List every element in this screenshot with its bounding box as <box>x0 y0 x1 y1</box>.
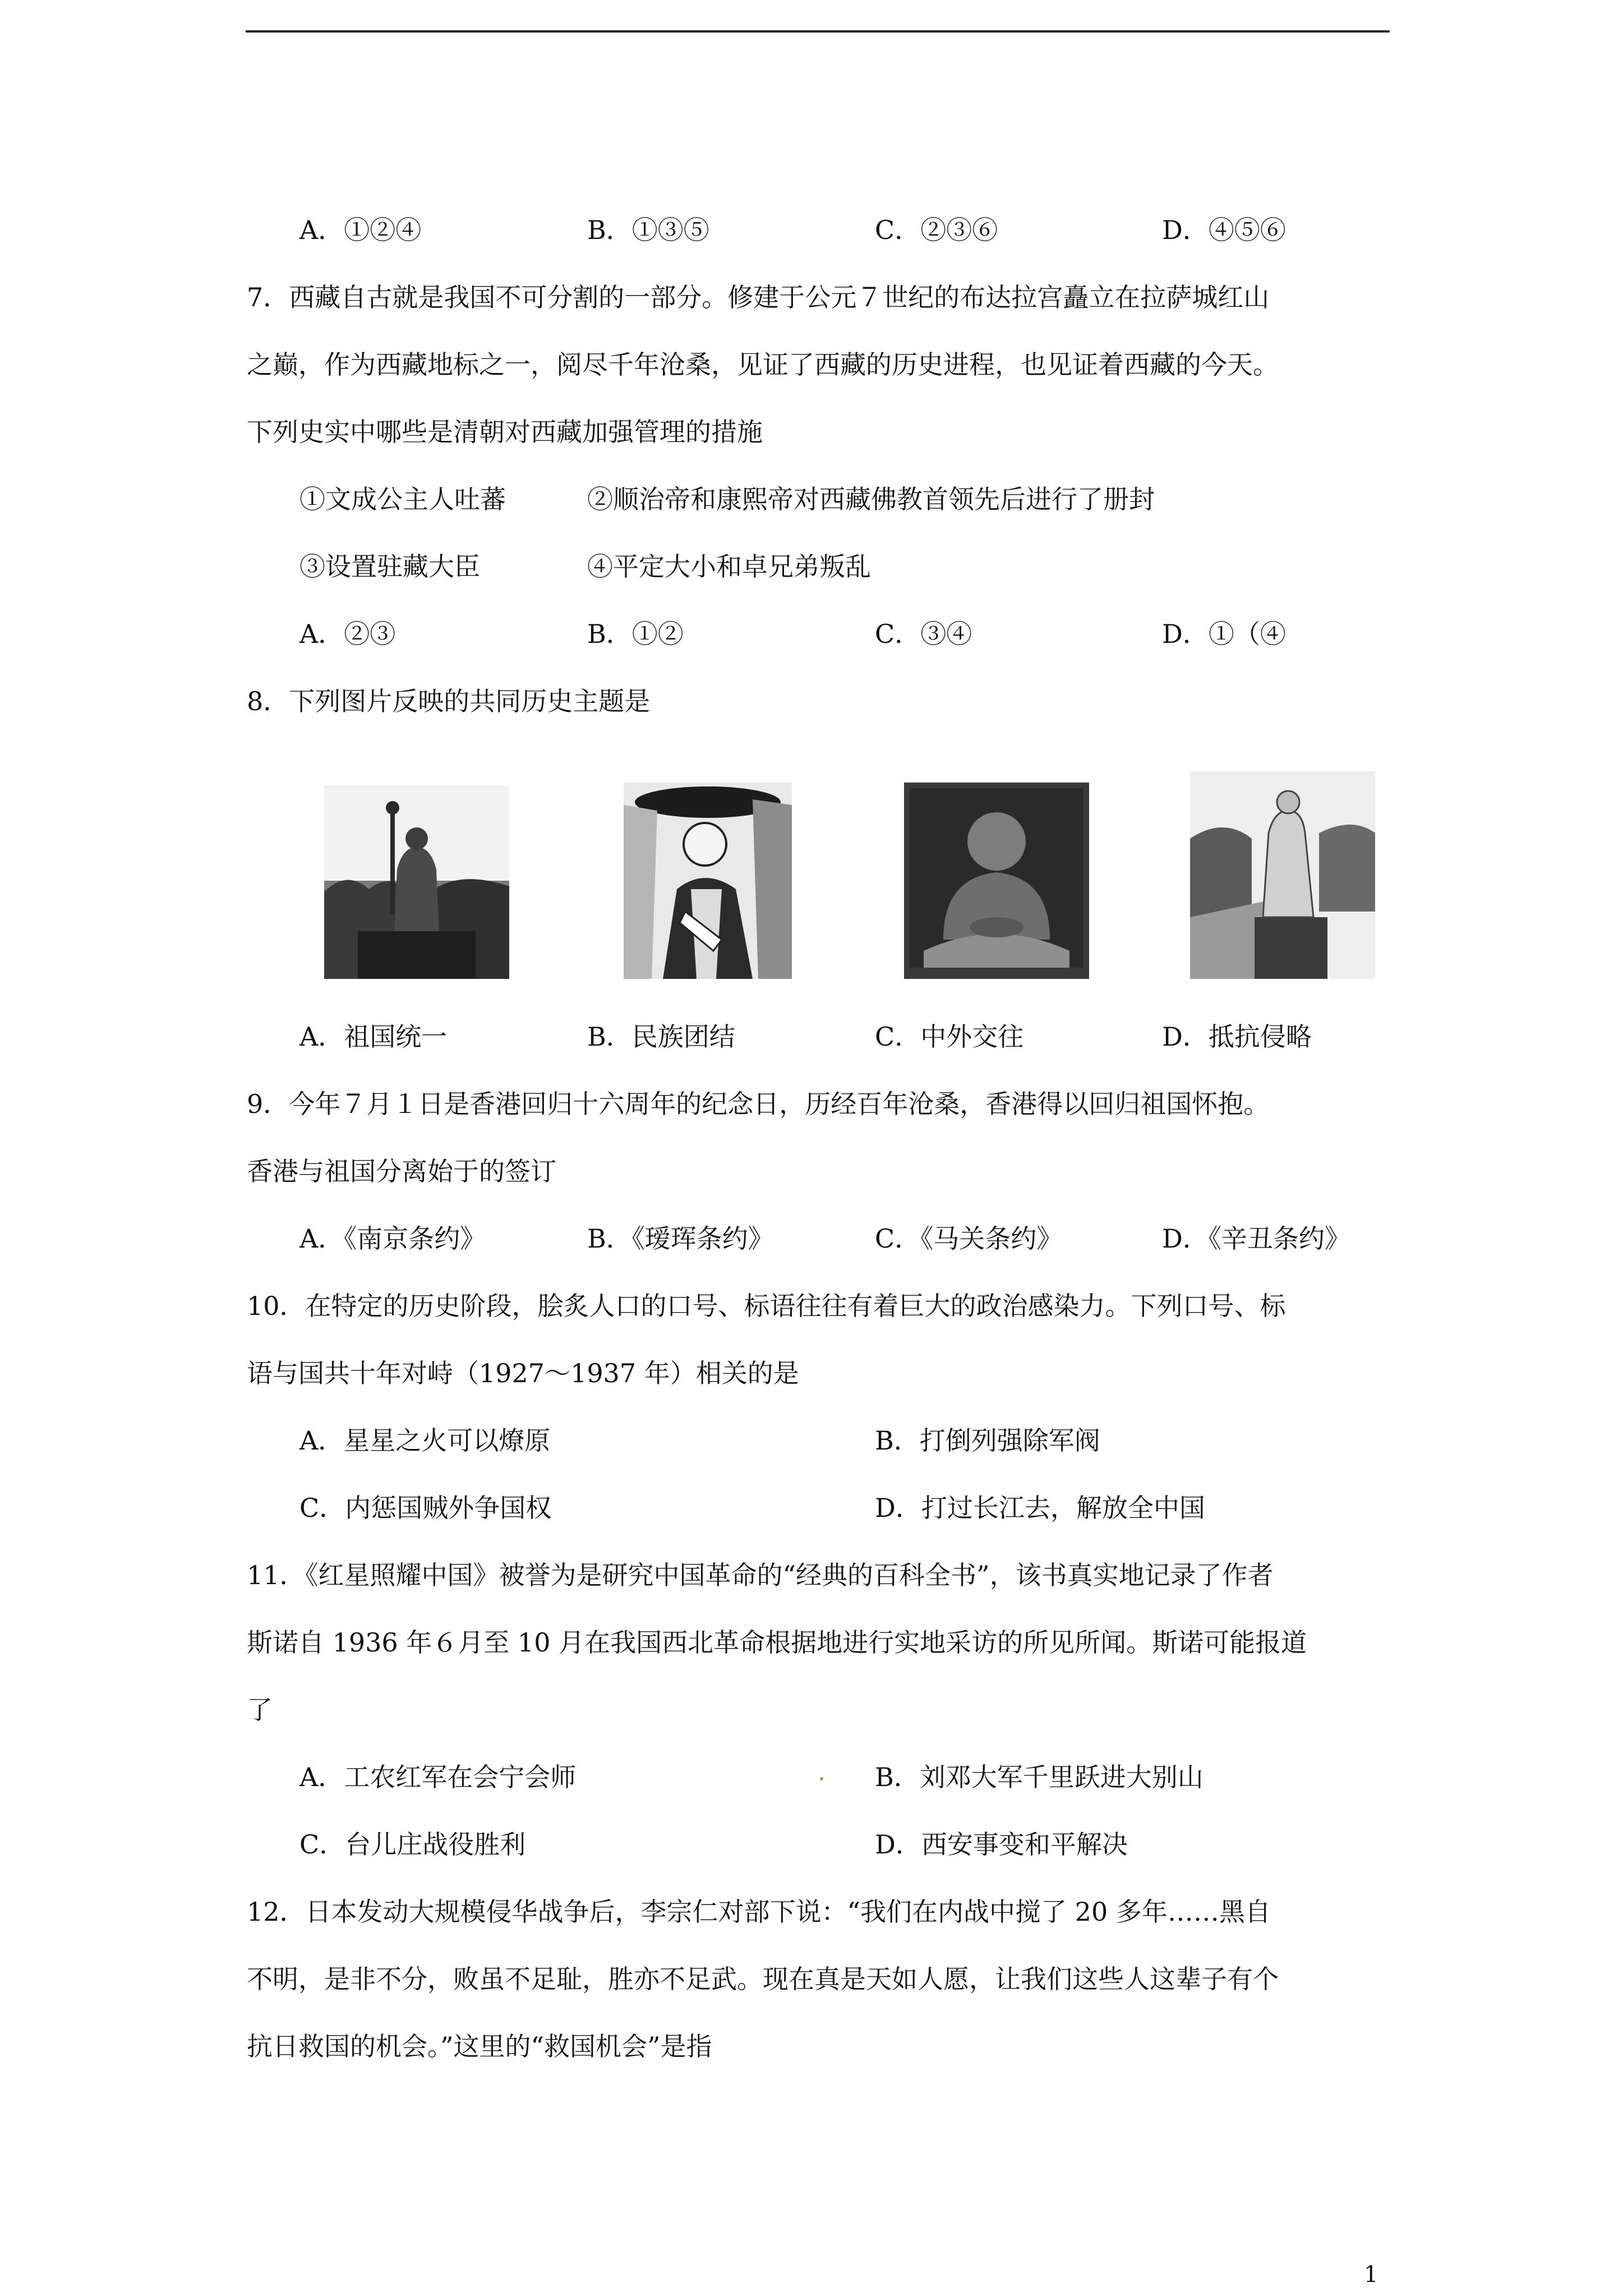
q11-option-a: A．工农红军在会宁会师 <box>299 1762 577 1792</box>
portrait-icon <box>624 783 792 979</box>
standing-statue-icon <box>1190 771 1375 979</box>
q8-option-b: B．民族团结 <box>587 1022 735 1052</box>
q7-item-3: ③设置驻藏大臣 <box>299 551 480 582</box>
q7-stem-line-2: 之巅，作为西藏地标之一，阅尽千年沧桑，见证了西藏的历史进程，也见证着西藏的今天。 <box>247 349 1279 380</box>
header-rule <box>246 30 1390 33</box>
q11-stem-line-1: 11．《红星照耀中国》被誉为是研究中国革命的“经典的百科全书”，该书真实地记录了作者 <box>247 1560 1274 1590</box>
q8-option-c: C．中外交往 <box>875 1022 1024 1052</box>
q6-option-d: D．④⑤⑥ <box>1162 215 1286 245</box>
q10-option-c: C．内惩国贼外争国权 <box>299 1493 552 1523</box>
stray-mark <box>820 1777 823 1780</box>
q7-stem-line-3: 下列史实中哪些是清朝对西藏加强管理的措施 <box>247 417 763 447</box>
q12-stem-line-2: 不明，是非不分，败虽不足耻，胜亦不足武。现在真是天如人愿，让我们这些人这辈子有个 <box>247 1964 1279 1994</box>
statue-icon <box>324 785 509 979</box>
q11-option-b: B．刘邓大军千里跃进大别山 <box>875 1762 1204 1792</box>
q7-item-1: ①文成公主人吐蕃 <box>299 484 506 514</box>
q11-stem-line-2: 斯诺自 1936 年６月至 10 月在我国西北革命根据地进行实地采访的所见所闻。斯诺可能报道 <box>247 1627 1307 1658</box>
q7-option-b: B．①② <box>587 619 684 649</box>
q8-stem: 8．下列图片反映的共同历史主题是 <box>247 686 651 716</box>
q9-option-b: B．《瑷珲条约》 <box>587 1223 774 1254</box>
q10-option-a: A．星星之火可以燎原 <box>299 1425 551 1456</box>
q7-stem-line-1: 7．西藏自古就是我国不可分割的一部分。修建于公元７世纪的布达拉宫矗立在拉萨城红山 <box>247 282 1270 312</box>
q10-stem-line-2: 语与国共十年对峙（1927～1937 年）相关的是 <box>247 1358 799 1388</box>
q9-stem-line-1: 9．今年７月１日是香港回归十六周年的纪念日，历经百年沧桑，香港得以回归祖国怀抱。 <box>247 1089 1270 1119</box>
q7-option-c: C．③④ <box>875 619 972 649</box>
page-number: 1 <box>1364 2262 1378 2288</box>
q6-option-b: B．①③⑤ <box>587 215 709 245</box>
q10-option-b: B．打倒列强除军阀 <box>875 1425 1100 1456</box>
q9-option-a: A．《南京条约》 <box>299 1223 486 1254</box>
q11-option-c: C．台儿庄战役胜利 <box>299 1829 526 1860</box>
q6-option-a: A．①②④ <box>299 215 422 245</box>
q12-stem-line-1: 12．日本发动大规模侵华战争后，李宗仁对部下说：“我们在内战中搅了 20 多年……黑自 <box>247 1897 1271 1927</box>
q9-option-d: D．《辛丑条约》 <box>1162 1223 1350 1254</box>
seated-monk-statue-icon <box>904 783 1089 979</box>
q7-option-d: D．①（④ <box>1162 619 1286 649</box>
q7-option-a: A．②③ <box>299 619 396 649</box>
q10-stem-line-1: 10．在特定的历史阶段，脍炙人口的口号、标语往往有着巨大的政治感染力。下列口号、标 <box>247 1291 1286 1321</box>
q11-option-d: D．西安事变和平解决 <box>875 1829 1128 1860</box>
q9-stem-line-2: 香港与祖国分离始于的签订 <box>247 1156 556 1186</box>
q11-stem-line-3: 了 <box>247 1695 273 1725</box>
q6-option-c: C．②③⑥ <box>875 215 998 245</box>
q8-option-d: D．抵抗侵略 <box>1162 1022 1312 1052</box>
q7-item-4: ④平定大小和卓兄弟叛乱 <box>587 551 871 582</box>
q8-option-a: A．祖国统一 <box>299 1022 448 1052</box>
q12-stem-line-3: 抗日救国的机会。”这里的“救国机会”是指 <box>247 2031 712 2062</box>
q10-option-d: D．打过长江去，解放全中国 <box>875 1493 1205 1523</box>
q9-option-c: C．《马关条约》 <box>875 1223 1063 1254</box>
q7-item-2: ②顺治帝和康熙帝对西藏佛教首领先后进行了册封 <box>587 484 1155 514</box>
